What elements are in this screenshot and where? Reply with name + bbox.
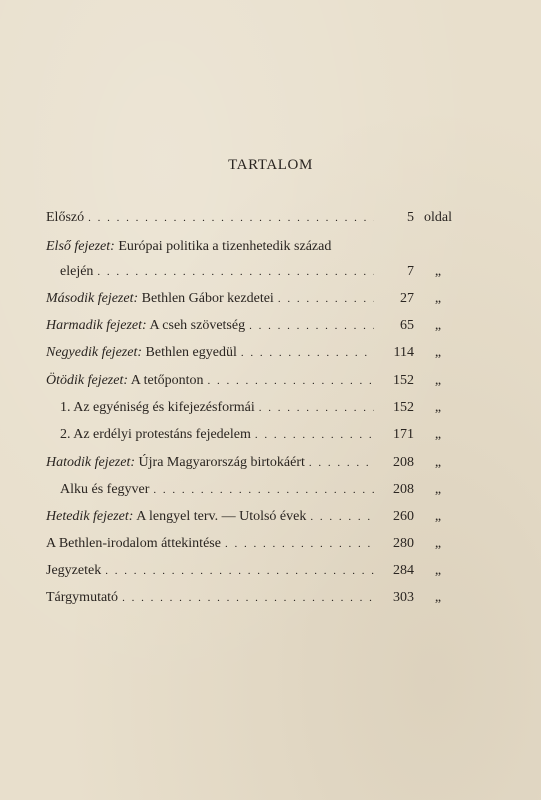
toc-page-suffix: „	[434, 291, 442, 306]
toc-entry-label: Bethlen Gábor kezdetei	[141, 291, 274, 306]
toc-entry-chapter-4	[46, 345, 456, 365]
toc-entry-bibliography	[46, 536, 456, 556]
toc-leader-dots	[309, 457, 374, 469]
toc-page-suffix: „	[434, 427, 442, 442]
toc-leader-dots	[88, 212, 374, 224]
toc-page-number: 114	[393, 345, 414, 360]
toc-leader-dots	[208, 375, 375, 387]
toc-entry-chapter-7	[46, 509, 456, 529]
toc-entry-label-cont: elején	[60, 264, 94, 279]
chapter-prefix: Hetedik fejezet:	[46, 509, 134, 524]
toc-leader-dots	[310, 511, 374, 523]
toc-page-suffix: „	[434, 373, 442, 388]
toc-entry-label: Jegyzetek	[46, 563, 102, 578]
chapter-prefix: Ötödik fejezet:	[46, 373, 129, 388]
toc-entry-index	[46, 590, 456, 610]
chapter-prefix: Második fejezet:	[46, 291, 139, 306]
toc-page-number: 208	[393, 482, 414, 497]
toc-page-suffix: „	[434, 482, 442, 497]
toc-entry-label: A tetőponton	[130, 373, 204, 388]
toc-entry-section-5-1	[60, 400, 456, 420]
toc-page-number: 260	[393, 509, 414, 524]
toc-leader-dots	[278, 293, 374, 305]
toc-page-suffix: „	[434, 345, 442, 360]
toc-entry-label: Tárgymutató	[46, 590, 119, 605]
toc-page-suffix: „	[434, 536, 442, 551]
toc-page-number: 65	[400, 318, 414, 333]
toc-page-number: 7	[407, 264, 414, 279]
toc-page-number: 27	[400, 291, 414, 306]
toc-page-suffix: „	[434, 590, 442, 605]
toc-leader-dots	[249, 320, 374, 332]
toc-entry-label: Európai politika a tizenhetedik század	[118, 239, 332, 254]
toc-page-number: 280	[393, 536, 414, 551]
toc-entry-label: 1. Az egyéniség és kifejezésformái	[60, 400, 255, 415]
toc-page-suffix: „	[434, 400, 442, 415]
toc-entry-eloszo	[46, 210, 456, 230]
chapter-prefix: Harmadik fejezet:	[46, 318, 147, 333]
toc-leader-dots	[105, 565, 374, 577]
toc-entry-label: Előszó	[46, 210, 85, 225]
toc-entry-section-6-1	[60, 482, 456, 502]
toc-page-number: 284	[393, 563, 414, 578]
toc-leader-dots	[97, 266, 374, 278]
toc-page-number: 5	[407, 210, 414, 225]
toc-page-number: 152	[393, 373, 414, 388]
chapter-prefix: Első fejezet:	[46, 239, 115, 254]
toc-entry-notes	[46, 563, 456, 583]
toc-page-suffix: „	[434, 455, 442, 470]
toc-page-suffix: „	[434, 318, 442, 333]
toc-entry-label: A Bethlen-irodalom áttekintése	[46, 536, 221, 551]
toc-entry-chapter-3	[46, 318, 456, 338]
toc-page-number: 152	[393, 400, 414, 415]
toc-leader-dots	[241, 347, 374, 359]
toc-page-suffix: oldal	[424, 210, 452, 225]
toc-entry-label: 2. Az erdélyi protestáns fejedelem	[60, 427, 251, 442]
toc-page-number: 303	[393, 590, 414, 605]
toc-page-number: 208	[393, 455, 414, 470]
toc-page-suffix: „	[434, 264, 442, 279]
toc-leader-dots	[122, 592, 374, 604]
toc-entry-label: Bethlen egyedül	[145, 345, 237, 360]
toc-leader-dots	[153, 484, 374, 496]
toc-entry-label: A lengyel terv. — Utolsó évek	[136, 509, 307, 524]
toc-leader-dots	[255, 429, 374, 441]
page-title: TARTALOM	[228, 157, 313, 173]
toc-entry-chapter-6	[46, 455, 456, 475]
toc-entry-chapter-1-cont	[60, 264, 456, 284]
chapter-prefix: Hatodik fejezet:	[46, 455, 136, 470]
toc-leader-dots	[225, 538, 374, 550]
toc-entry-section-5-2	[60, 427, 456, 447]
toc-page-suffix: „	[434, 563, 442, 578]
toc-page-number: 171	[393, 427, 414, 442]
toc-entry-label: A cseh szövetség	[149, 318, 246, 333]
toc-entry-chapter-5	[46, 373, 456, 393]
toc-entry-label: Alku és fegyver	[60, 482, 150, 497]
toc-leader-dots	[259, 402, 374, 414]
chapter-prefix: Negyedik fejezet:	[46, 345, 143, 360]
toc-page-suffix: „	[434, 509, 442, 524]
toc-entry-chapter-2	[46, 291, 456, 311]
toc-entry-chapter-1	[46, 239, 331, 255]
toc-entry-label: Újra Magyarország birtokáért	[138, 455, 305, 470]
